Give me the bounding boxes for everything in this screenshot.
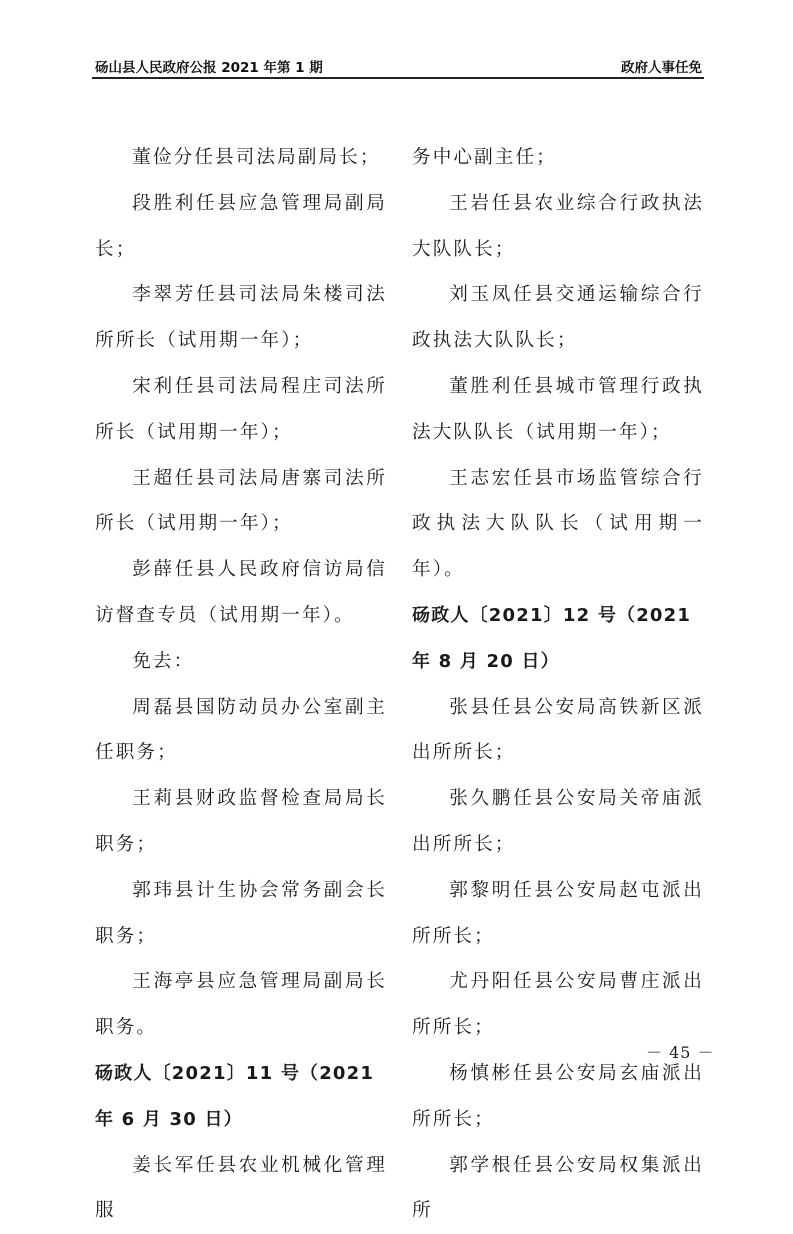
header-rule (92, 77, 704, 79)
right-column (412, 135, 704, 1234)
appointment-entry: 宋利任县司法局程庄司法所所长（试用期一年）； (95, 375, 387, 443)
appointment-entry: 李翠芳任县司法局朱楼司法所所长（试用期一年）； (95, 284, 387, 352)
appointment-entry: 杨慎彬任县公安局玄庙派出所所长； (412, 1062, 704, 1130)
appointment-entry: 周磊县国防动员办公室副主任职务； (95, 696, 387, 764)
appointment-entry: 董俭分任县司法局副局长； (132, 147, 381, 168)
appointment-entry: 段胜利任县应急管理局副局长； (95, 192, 387, 260)
appointment-entry-continued: 务中心副主任； (412, 147, 557, 168)
page-number: － 45 － (646, 1043, 715, 1062)
appointment-entry: 郭学根任县公安局权集派出所 (412, 1154, 704, 1222)
appointment-entry: 王海亭县应急管理局副局长职务。 (95, 971, 387, 1039)
section-title: 政府人事任免 (621, 60, 702, 76)
appointment-entry: 张县任县公安局高铁新区派出所所长； (412, 696, 704, 764)
running-header (95, 56, 702, 74)
publication-title: 砀山县人民政府公报 2021 年第 1 期 (95, 60, 323, 76)
appointment-entry: 免去： (132, 650, 195, 672)
appointment-entry: 姜长军任县农业机械化管理服 (95, 1154, 387, 1222)
appointment-entry: 张久鹏任县公安局关帝庙派出所所长； (412, 788, 704, 855)
appointment-entry: 尤丹阳任县公安局曹庄派出所所长； (412, 971, 704, 1039)
appointment-entry: 郭玮县计生协会常务副会长职务； (95, 879, 387, 947)
appointment-entry: 彭薛任县人民政府信访局信访督查专员（试用期一年）。 (95, 559, 387, 626)
appointment-entry: 董胜利任县城市管理行政执法大队队长（试用期一年）； (412, 375, 704, 443)
left-column (95, 135, 387, 1234)
appointment-entry: 王莉县财政监督检查局局长职务； (95, 788, 387, 855)
appointment-entry: 王超任县司法局唐寨司法所所长（试用期一年）； (95, 467, 387, 535)
document-number-heading: 砀政人〔2021〕11 号（2021 年 6 月 30 日） (95, 1062, 375, 1130)
appointment-entry: 王志宏任县市场监管综合行政执法大队队长（试用期一年）。 (412, 467, 704, 581)
appointment-entry: 王岩任县农业综合行政执法大队队长； (412, 192, 704, 260)
document-number-heading: 砀政人〔2021〕12 号（2021 年 8 月 20 日） (412, 604, 692, 672)
appointment-entry: 郭黎明任县公安局赵屯派出所所长； (412, 879, 704, 947)
appointment-entry: 刘玉凤任县交通运输综合行政执法大队队长； (412, 284, 704, 352)
